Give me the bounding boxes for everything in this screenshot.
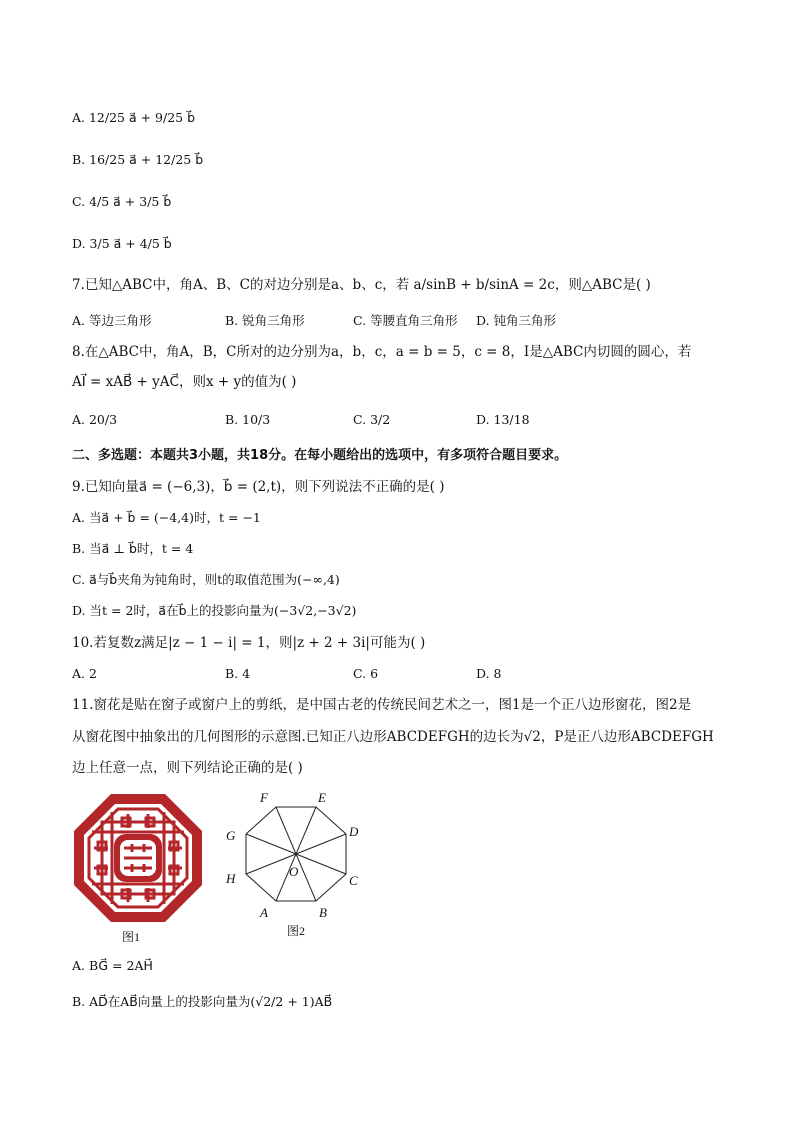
q7-option-c: C. 等腰直角三角形: [353, 313, 458, 328]
q8-options: [72, 410, 722, 430]
q11-option-b: B. AD⃗在AB⃗向量上的投影向量为(√2/2 + 1)AB⃗: [72, 994, 333, 1009]
q8-option-b: B. 10/3: [225, 412, 271, 427]
figure1-caption: 图1: [122, 930, 141, 944]
q6-option-d: D. 3/5 a⃗ + 4/5 b⃗: [72, 236, 172, 251]
q9-option-a: A. 当a⃗ + b⃗ = (−4,4)时，t = −1: [72, 510, 261, 525]
q8-stem-line2: AI⃗ = xAB⃗ + yAC⃗，则x + y的值为( ): [72, 374, 297, 390]
q7-stem: 7.已知△ABC中，角A、B、C的对边分别是a、b、c，若 a/sinB + b/sinA = 2c，则△ABC是( ): [72, 277, 651, 293]
q7-option-a: A. 等边三角形: [72, 313, 152, 328]
vertex-label-h: H: [226, 871, 236, 886]
vertex-label-d: D: [349, 824, 359, 839]
q7-options: [72, 311, 722, 331]
q7-option-d: D. 钝角三角形: [476, 313, 557, 328]
vertex-label-b: B: [319, 905, 327, 920]
q8-option-a: A. 20/3: [72, 412, 118, 427]
q8-stem-line1: 8.在△ABC中，角A，B，C所对的边分别为a，b，c，a = b = 5，c = 8，I是△ABC内切圆的圆心，若: [72, 344, 692, 360]
q10-stem: 10.若复数z满足|z − 1 − i| = 1，则|z + 2 + 3i|可能为( ): [72, 635, 426, 651]
q8-option-d: D. 13/18: [476, 412, 530, 427]
q11-stem-line3: 边上任意一点，则下列结论正确的是( ): [72, 760, 303, 776]
vertex-label-c: C: [349, 873, 358, 888]
q8-option-c: C. 3/2: [353, 412, 391, 427]
q11-option-a: A. BG⃗ = 2AH⃗: [72, 958, 153, 973]
q7-option-b: B. 锐角三角形: [225, 313, 305, 328]
center-label-o: O: [289, 864, 299, 879]
vertex-label-g: G: [226, 828, 236, 843]
section-heading-multiple-choice: 二、多选题：本题共3小题，共18分。在每小题给出的选项中，有多项符合题目要求。: [72, 448, 568, 463]
vertex-label-f: F: [260, 790, 268, 805]
q9-stem: 9.已知向量a⃗ = (−6,3)，b⃗ = (2,t)，则下列说法不正确的是( ): [72, 479, 445, 495]
q6-option-a: A. 12/25 a⃗ + 9/25 b⃗: [72, 110, 196, 125]
q9-option-d: D. 当t = 2时，a⃗在b⃗上的投影向量为(−3√2,−3√2): [72, 603, 357, 618]
q9-option-b: B. 当a⃗ ⊥ b⃗时，t = 4: [72, 541, 194, 556]
q10-option-a: A. 2: [72, 666, 97, 681]
vertex-label-e: E: [318, 790, 326, 805]
q6-option-c: C. 4/5 a⃗ + 3/5 b⃗: [72, 194, 172, 209]
q10-option-c: C. 6: [353, 666, 379, 681]
q11-stem-line2: 从窗花图中抽象出的几何图形的示意图.已知正八边形ABCDEFGH的边长为√2，P是正八边形ABCDEFGH: [72, 729, 714, 745]
q6-option-b: B. 16/25 a⃗ + 12/25 b⃗: [72, 152, 204, 167]
q11-stem-line1: 11.窗花是贴在窗子或窗户上的剪纸，是中国古老的传统民间艺术之一，图1是一个正八边形窗花，图2是: [72, 697, 692, 713]
figure1-window-flower: [72, 792, 204, 924]
q10-options: [72, 664, 722, 684]
figure2-caption: 图2: [287, 924, 306, 938]
q10-option-d: D. 8: [476, 666, 502, 681]
q10-option-b: B. 4: [225, 666, 251, 681]
q9-option-c: C. a⃗与b⃗夹角为钝角时，则t的取值范围为(−∞,4): [72, 572, 340, 587]
figure2-octagon-diagram: [222, 788, 372, 928]
vertex-label-a: A: [260, 905, 268, 920]
